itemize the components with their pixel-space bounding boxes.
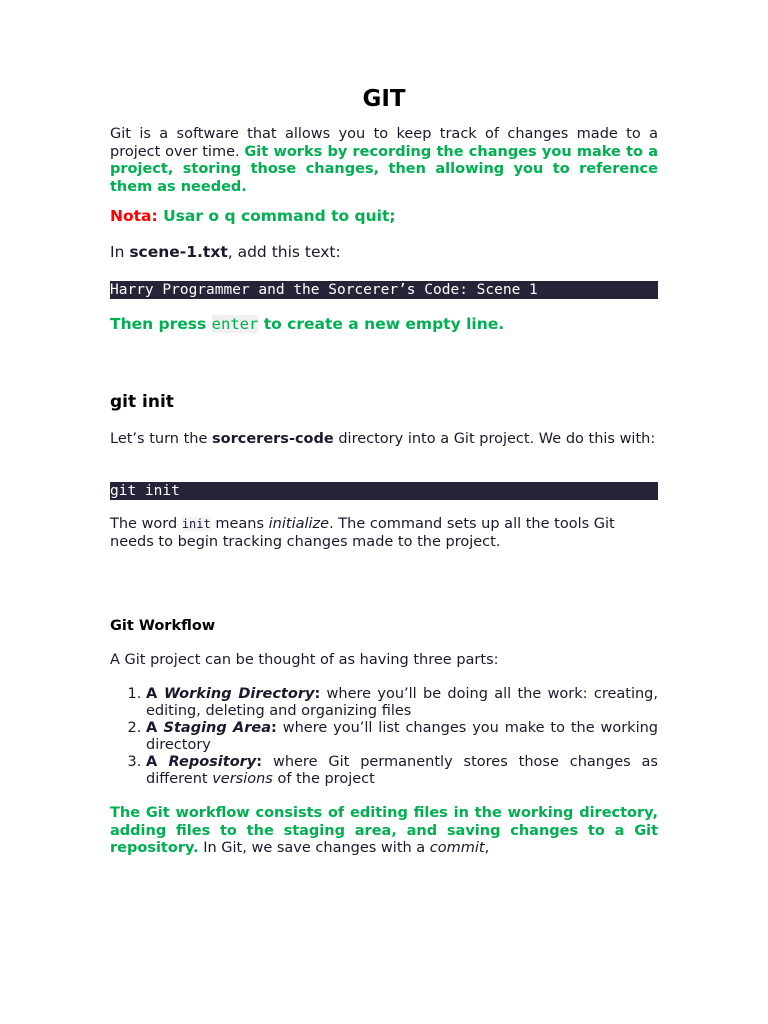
code-block-git-init: git init [110, 482, 658, 500]
item-article: A [146, 686, 164, 702]
scene-instruction [110, 244, 658, 262]
nota-text: Usar o q command to quit; [157, 207, 396, 225]
workflow-intro [110, 652, 658, 670]
item-term: Repository [168, 754, 257, 770]
item-desc: where you’ll be doing all the work: creating, editing, deleting and organizing files [146, 686, 658, 719]
directory-name: sorcerers-code [212, 431, 334, 447]
workflow-intro-text: A Git project can be thought of as having three parts: [110, 652, 499, 668]
expl-italic: initialize [268, 516, 330, 532]
press-enter-before: Then press [110, 315, 212, 333]
item-colon: : [271, 720, 277, 736]
page-title: GIT [362, 86, 406, 112]
list-item [146, 720, 658, 754]
enter-key-code: enter [211, 315, 259, 333]
item-term: Staging Area [163, 720, 272, 736]
init-inline-code: init [181, 517, 211, 531]
press-enter-line [110, 316, 658, 334]
summary-end: , [484, 840, 490, 856]
list-item [146, 686, 658, 720]
nota-line [110, 208, 658, 226]
expl-after: . The command sets up all the tools Git needs to begin tracking changes made to the project. [110, 516, 615, 550]
git-init-section [110, 392, 658, 412]
press-enter-after: to create a new empty line. [258, 315, 505, 333]
item-term: Working Directory [163, 686, 315, 702]
item-desc: where you’ll list changes you make to the working directory [146, 720, 658, 753]
scene-filename: scene-1.txt [129, 243, 228, 261]
item-article: A [146, 754, 169, 770]
workflow-list [100, 686, 658, 788]
workflow-section [110, 618, 658, 634]
scene-prefix: In [110, 243, 130, 261]
list-item [146, 754, 658, 788]
expl-before: The word [110, 516, 182, 532]
code-block-scene: Harry Programmer and the Sorcerer’s Code: Scene 1 [110, 281, 658, 299]
summary-highlight: The Git workflow consists of editing files in the working directory, adding files to the staging area, and saving changes to a Git repository. [110, 805, 658, 856]
intro-highlight: Git works by recording the changes you make to a project, storing those changes, then allowing you to reference them as needed. [110, 143, 658, 195]
item-colon: : [256, 754, 263, 770]
intro-paragraph [110, 126, 658, 196]
git-init-text-before: Let’s turn the [110, 431, 212, 447]
nota-label: Nota: [110, 207, 158, 225]
git-init-explanation [110, 516, 658, 551]
workflow-heading: Git Workflow [110, 618, 216, 634]
item-article: A [146, 720, 164, 736]
git-init-heading: git init [110, 392, 174, 412]
summary-text: In Git, we save changes with a [198, 840, 430, 856]
commit-term: commit [429, 840, 485, 856]
intro-text: Git is a software that allows you to keep track of changes made to a project over time. [110, 126, 658, 160]
item-desc-end: of the project [272, 771, 375, 787]
git-init-text-after: directory into a Git project. We do this with: [333, 431, 656, 447]
scene-suffix: , add this text: [227, 243, 341, 261]
item-desc-italic: versions [212, 771, 273, 787]
workflow-summary [110, 805, 658, 858]
item-desc: where Git permanently stores those changes as different [146, 754, 658, 787]
git-init-intro [110, 431, 658, 449]
item-colon: : [314, 686, 321, 702]
expl-mid: means [210, 516, 269, 532]
